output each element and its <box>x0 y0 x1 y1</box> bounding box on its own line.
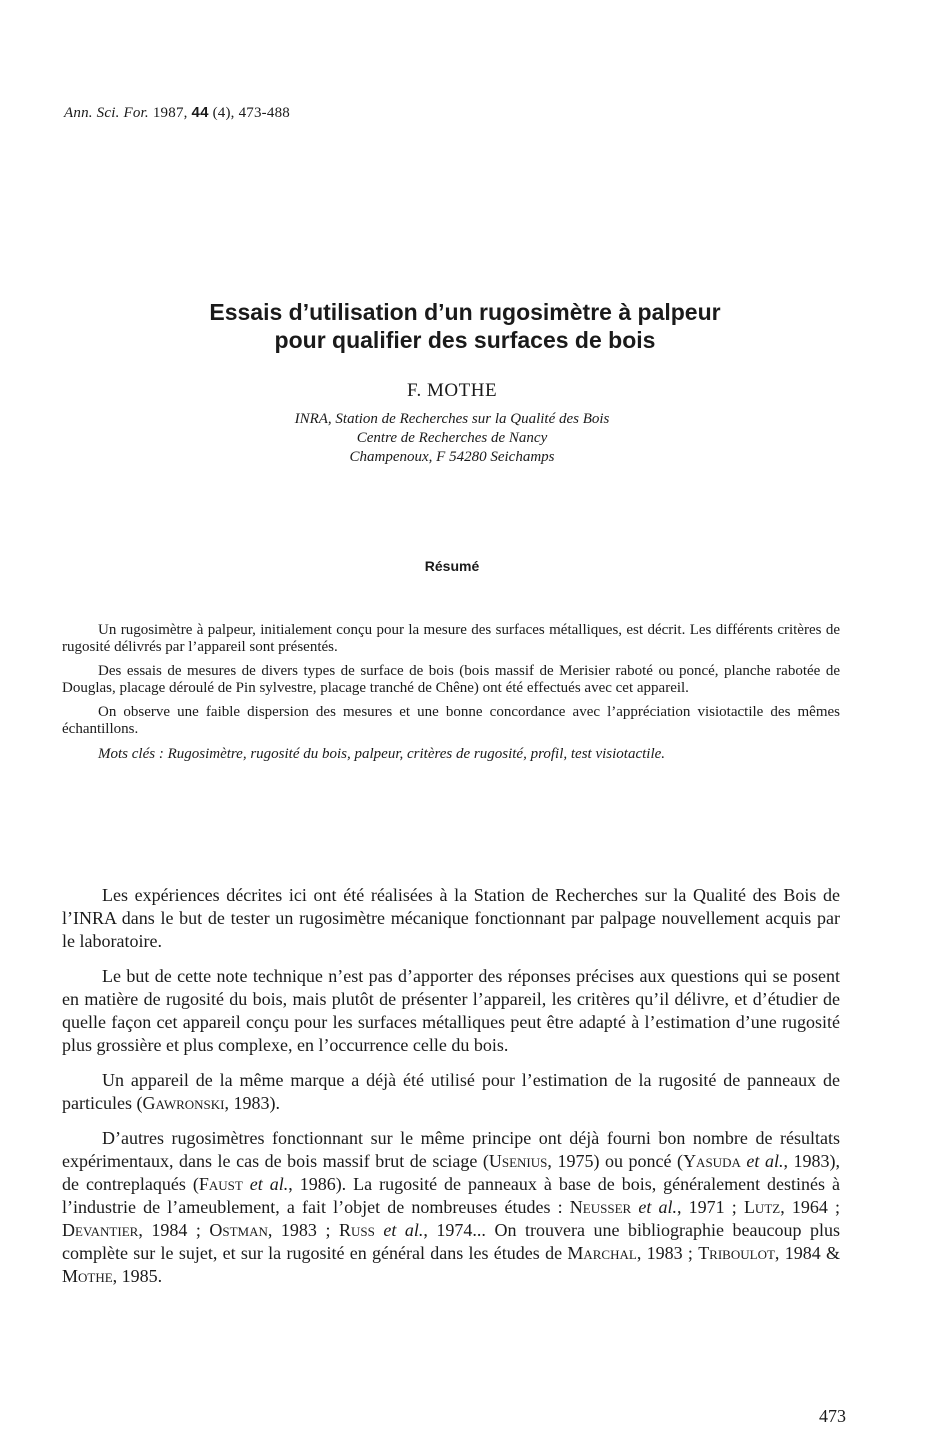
page-number: 473 <box>819 1406 846 1426</box>
citation-ref: Gawronski <box>142 1093 225 1113</box>
journal-volume: 44 <box>191 104 209 121</box>
keywords: Mots clés : Rugosimètre, rugosité du bois, palpeur, critères de rugosité, profil, test visiotactile. <box>98 746 666 762</box>
title-line-1: Essais d’utilisation d’un rugosimètre à palpeur <box>209 299 721 325</box>
journal-issue-pages: (4), 473-488 <box>212 105 290 121</box>
body-paragraph-3: Un appareil de la même marque a déjà été utilisé pour l’estimation de la rugosité de panneaux de particules (Gawronski, 1983). <box>62 1070 840 1113</box>
abstract-heading: Résumé <box>424 558 480 574</box>
affiliation-line-3: Champenoux, F 54280 Seichamps <box>349 449 555 465</box>
body-paragraph-2: Le but de cette note technique n’est pas d’apporter des réponses précises aux questions qui se posent en matière de rugosité du bois, mais plutôt de présenter l’appareil, les critères qu’il délivre, et d’étudier de quelle façon cet appareil conçu pour les surfaces métalliques peut être adapté à l’estimation d’une rugosité plus grossière et plus complexe, en l’occurrence celle du bois. <box>62 966 840 1055</box>
abstract-paragraph-3: On observe une faible dispersion des mesures et une bonne concordance avec l’appréciation visiotactile des mêmes échantillons. <box>62 704 840 737</box>
citation-ref: Marchal <box>567 1243 637 1263</box>
abstract-paragraph-2: Des essais de mesures de divers types de surface de bois (bois massif de Merisier raboté ou poncé, planche rabotée de Douglas, placage déroulé de Pin sylvestre, placage tranché de Chêne) ont été effectués avec cet appareil. <box>62 663 840 696</box>
citation-ref: Lutz <box>743 1197 781 1217</box>
affiliation-line-1: INRA, Station de Recherches sur la Qualité des Bois <box>294 411 610 427</box>
body-paragraph-1: Les expériences décrites ici ont été réalisées à la Station de Recherches sur la Qualité des Bois de l’INRA dans le but de tester un rugosimètre mécanique fonctionnant par palpage nouvellement acquis par le laboratoire. <box>62 885 840 951</box>
author-name: F. MOTHE <box>406 380 498 401</box>
abstract-paragraph-1: Un rugosimètre à palpeur, initialement conçu pour la mesure des surfaces métalliques, est décrit. Les différents critères de rugosité délivrés par l’appareil sont présentés. <box>62 622 840 655</box>
title-line-2: pour qualifier des surfaces de bois <box>274 327 656 353</box>
citation-ref: Yasuda <box>683 1151 741 1171</box>
abstract <box>62 622 840 770</box>
body-paragraph-4: D’autres rugosimètres fonctionnant sur le même principe ont déjà fourni bon nombre de résultats expérimentaux, dans le cas de bois massif brut de sciage (Usenius, 1975) ou poncé (Yasuda et al., 1983), de contreplaqués (Faust et al., 1986). La rugosité de panneaux à base de bois, généralement destinés à l’industrie de l’ameublement, a fait l’objet de nombreuses études : Neusser et al., 1971 ; Lutz, 1964 ; Devantier, 1984 ; Ostman, 1983 ; Russ et al., 1974... On trouvera une bibliographie beaucoup plus complète sur le sujet, et sur la rugosité en général dans les études de Marchal, 1983 ; Triboulot, 1984 & Mothe, 1985. <box>62 1128 841 1286</box>
citation-ref: Russ <box>338 1220 375 1240</box>
citation-ref: Ostman <box>209 1220 268 1240</box>
journal-citation <box>64 104 290 122</box>
citation-ref: Mothe <box>62 1266 113 1286</box>
article-title <box>0 298 930 354</box>
affiliation-line-2: Centre de Recherches de Nancy <box>356 430 548 446</box>
citation-ref: Devantier <box>62 1220 139 1240</box>
author-affiliation <box>0 410 904 467</box>
citation-ref: Usenius <box>488 1151 548 1171</box>
citation-ref: Triboulot <box>698 1243 775 1263</box>
citation-ref: Neusser <box>569 1197 632 1217</box>
citation-ref: Faust <box>198 1174 243 1194</box>
journal-year: 1987, <box>152 105 188 121</box>
journal-name: Ann. Sci. For. <box>64 105 149 121</box>
body-text <box>62 884 840 1300</box>
